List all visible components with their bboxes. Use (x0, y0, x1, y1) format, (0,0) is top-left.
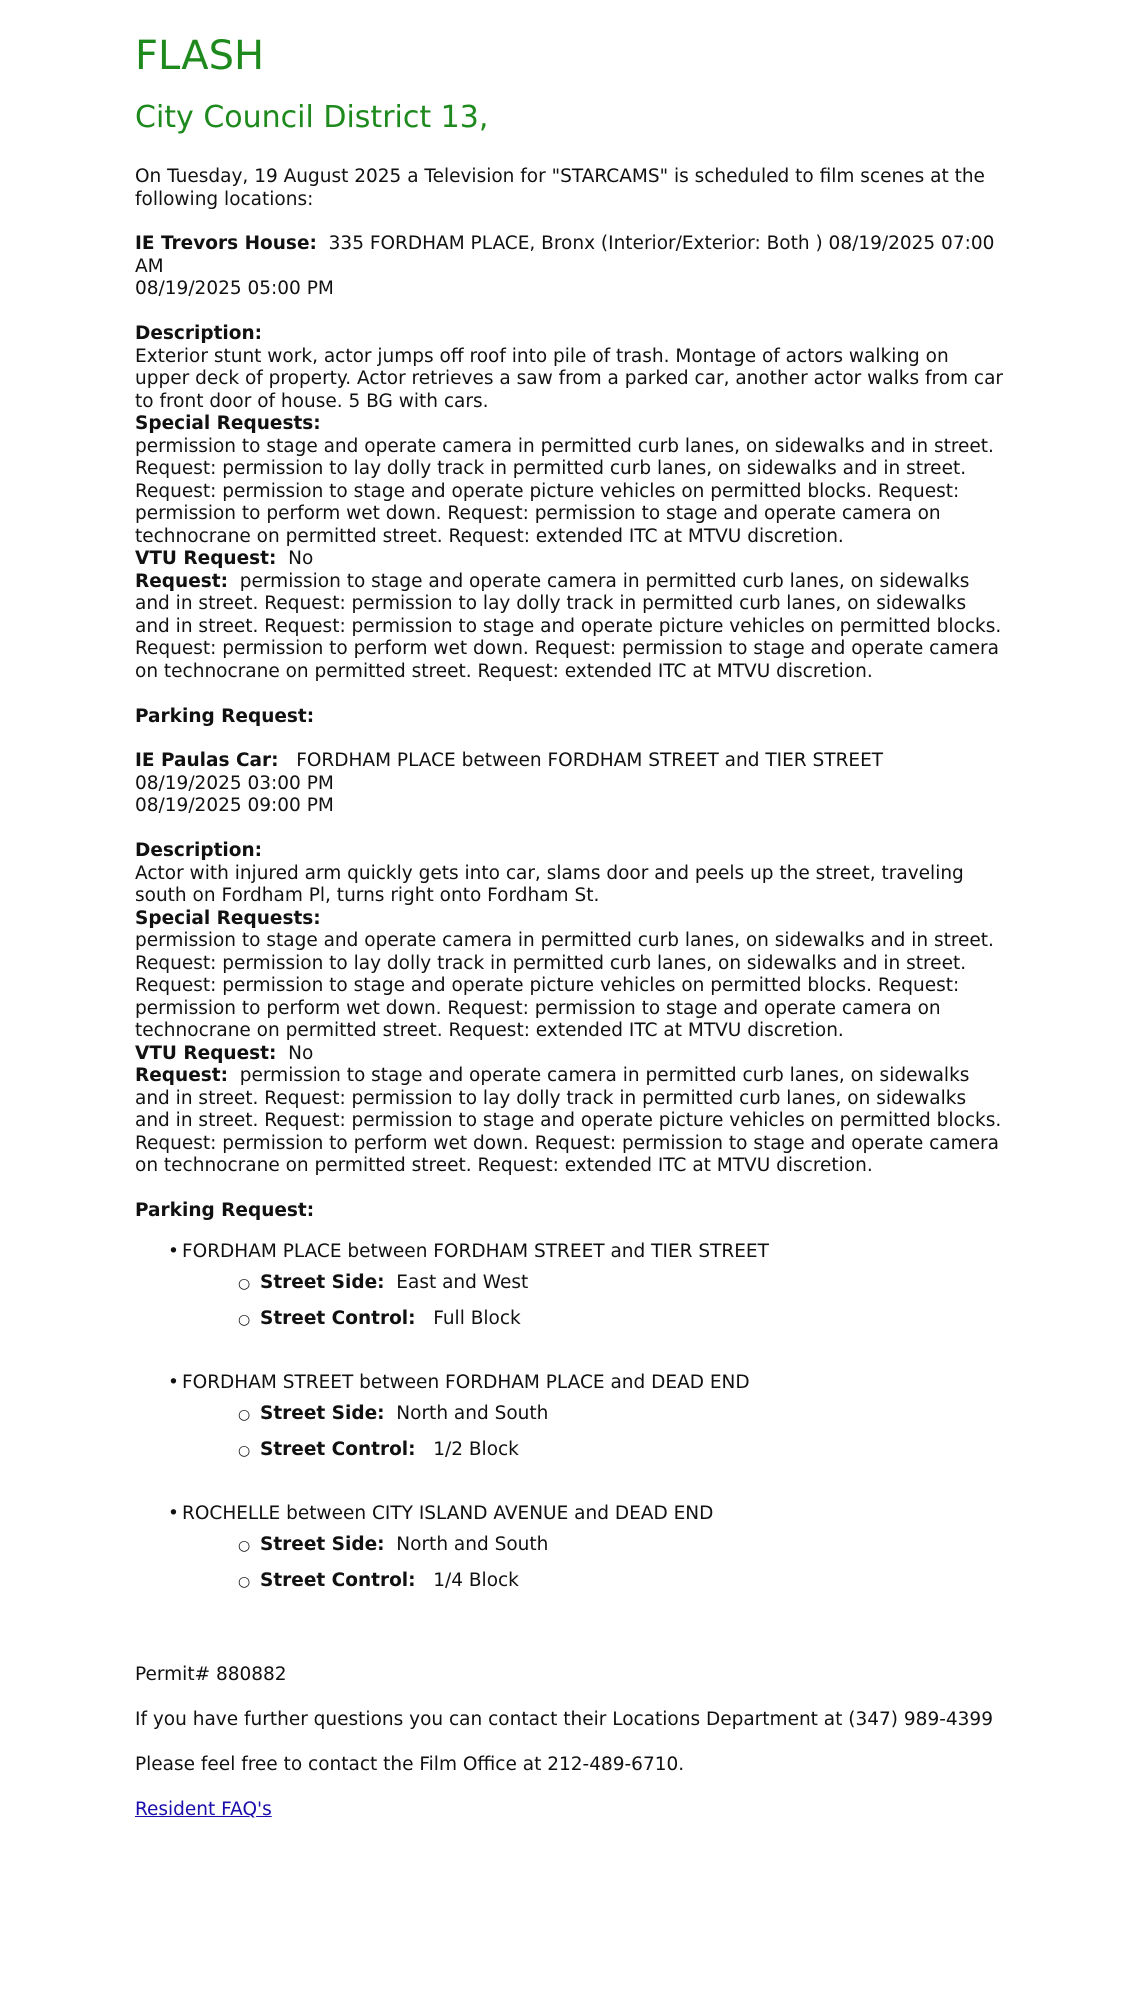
location-end-time: 08/19/2025 09:00 PM (135, 795, 334, 816)
request-paragraph (135, 1065, 1005, 1178)
request-label: Request: (135, 570, 229, 592)
street-control-label: Street Control: (260, 1570, 416, 1591)
bullet-icon: • (168, 1502, 179, 1524)
parking-street: FORDHAM PLACE between FORDHAM STREET and TIER STREET (182, 1240, 769, 1262)
request-paragraph (135, 571, 1005, 684)
vtu-value: No (288, 548, 314, 569)
parking-item (168, 1372, 1005, 1463)
street-side-value: North and South (396, 1533, 549, 1555)
resident-faq-link[interactable]: Resident FAQ's (135, 1798, 272, 1820)
bullet-icon: • (168, 1371, 179, 1393)
request-text: permission to stage and operate camera in permitted curb lanes, on sidewalks and in street. Request: permission to lay dolly track in permitted curb lanes, on sidewalks and in street. Request: permission to stage and operate picture vehicles on permitted blocks. Request: permission to perform wet down. Request: permission to stage and operate camera on technocrane on permitted street. Request: extended ITC at MTVU discretion. (135, 1065, 1002, 1176)
district-heading: City Council District 13, (135, 100, 489, 135)
parking-details (168, 1272, 1005, 1332)
parking-request-label: Parking Request: (135, 705, 315, 727)
street-control-value: 1/4 Block (433, 1570, 519, 1591)
parking-details (168, 1403, 1005, 1463)
circle-bullet-icon: ○ (238, 1537, 251, 1554)
location-name: IE Trevors House: (135, 233, 317, 254)
vtu-label: VTU Request: (135, 548, 277, 569)
request-label: Request: (135, 1065, 229, 1086)
street-side (238, 1272, 1005, 1296)
street-control (238, 1439, 1005, 1463)
special-requests-text: permission to stage and operate camera in permitted curb lanes, on sidewalks and in street. Request: permission to lay dolly track in permitted curb lanes, on sidewalks and in street. Request: permission to stage and operate picture vehicles on permitted blocks. Request: permission to perform wet down. Request: permission to stage and operate camera on technocrane on permitted street. Request: extended ITC at MTVU discretion. (135, 435, 994, 547)
bullet-icon: • (168, 1240, 179, 1262)
circle-bullet-icon: ○ (238, 1574, 251, 1590)
street-side-label: Street Side: (260, 1271, 385, 1293)
street-control-value: 1/2 Block (433, 1439, 519, 1460)
circle-bullet-icon: ○ (238, 1406, 251, 1423)
vtu-label: VTU Request: (135, 1042, 277, 1064)
location-header (135, 233, 1005, 278)
street-side (238, 1403, 1005, 1427)
page-title: FLASH (135, 33, 265, 79)
description-text: Actor with injured arm quickly gets into car, slams door and peels up the street, traveling south on Fordham Pl, turns right onto Fordham St. (135, 862, 964, 906)
street-side-label: Street Side: (260, 1533, 385, 1555)
location-start-time: 08/19/2025 03:00 PM (135, 772, 334, 794)
street-control (238, 1570, 1005, 1594)
vtu-value: No (288, 1042, 314, 1064)
parking-item (168, 1241, 1005, 1332)
street-side-value: East and West (396, 1271, 529, 1293)
description-text: Exterior stunt work, actor jumps off roof into pile of trash. Montage of actors walking on upper deck of property. Actor retrieves a saw from a parked car, another actor walks from car to front door of house. 5 BG with cars. (135, 345, 1004, 412)
circle-bullet-icon: ○ (238, 1275, 251, 1292)
location-2 (135, 750, 1005, 1223)
location-address: FORDHAM PLACE between FORDHAM STREET and TIER STREET (296, 750, 884, 771)
location-end-time: 08/19/2025 05:00 PM (135, 278, 334, 299)
vtu-request (135, 548, 1005, 571)
location-header (135, 750, 1005, 773)
location-name: IE Paulas Car: (135, 750, 279, 771)
location-1 (135, 233, 1005, 728)
description-label: Description: (135, 323, 263, 344)
special-requests-text: permission to stage and operate camera in permitted curb lanes, on sidewalks and in street. Request: permission to lay dolly track in permitted curb lanes, on sidewalks and in street. Request: permission to stage and operate picture vehicles on permitted blocks. Request: permission to perform wet down. Request: permission to stage and operate camera on technocrane on permitted street. Request: extended ITC at MTVU discretion. (135, 930, 994, 1041)
street-control-label: Street Control: (260, 1308, 416, 1329)
circle-bullet-icon: ○ (238, 1443, 251, 1459)
special-requests-label: Special Requests: (135, 907, 321, 929)
contact-text: If you have further questions you can contact their Locations Department at (347) 989-4399 (135, 1708, 993, 1730)
request-text: permission to stage and operate camera in permitted curb lanes, on sidewalks and in street. Request: permission to lay dolly track in permitted curb lanes, on sidewalks and in street. Request: permission to stage and operate picture vehicles on permitted blocks. Request: permission to perform wet down. Request: permission to stage and operate camera on technocrane on permitted street. Request: extended ITC at MTVU discretion. (135, 570, 1002, 682)
parking-details (168, 1534, 1005, 1594)
parking-street: ROCHELLE between CITY ISLAND AVENUE and DEAD END (182, 1502, 714, 1524)
vtu-request (135, 1043, 1005, 1066)
parking-item (168, 1503, 1005, 1594)
permit-number: Permit# 880882 (135, 1663, 287, 1685)
street-control (238, 1308, 1005, 1332)
circle-bullet-icon: ○ (238, 1312, 251, 1328)
intro-text: On Tuesday, 19 August 2025 a Television for "STARCAMS" is scheduled to film scenes at the following locations: (135, 166, 985, 210)
film-office-text: Please feel free to contact the Film Office at 212-489-6710. (135, 1753, 685, 1775)
description-label: Description: (135, 840, 263, 861)
street-side-label: Street Side: (260, 1402, 385, 1424)
street-side (238, 1534, 1005, 1558)
street-control-value: Full Block (433, 1308, 521, 1329)
street-side-value: North and South (396, 1402, 549, 1424)
location-address: 335 FORDHAM PLACE, Bronx (Interior/Exterior: Both ) 08/19/2025 07:00 AM (135, 233, 995, 277)
parking-request-label: Parking Request: (135, 1200, 315, 1221)
parking-list (135, 1241, 1005, 1594)
special-requests-label: Special Requests: (135, 413, 321, 434)
street-control-label: Street Control: (260, 1439, 416, 1460)
parking-street: FORDHAM STREET between FORDHAM PLACE and DEAD END (182, 1371, 750, 1393)
